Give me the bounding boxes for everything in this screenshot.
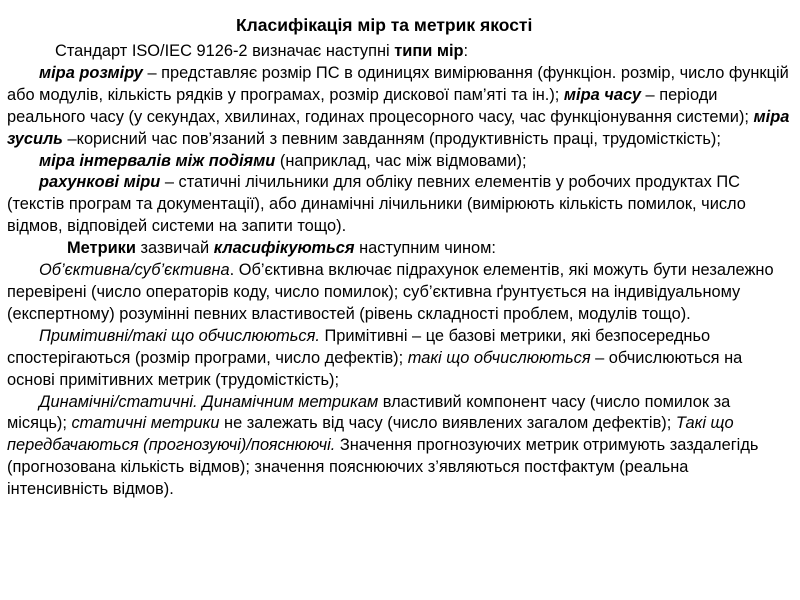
text: Примітивні – це базові метрики, які безпосередньо спостерігаються (розмір програми, число дефектів); <box>7 326 711 367</box>
term-effort-measure: міра зусиль <box>7 107 790 148</box>
term-time-measure: міра часу <box>563 85 641 104</box>
text: властивий компонент часу (число помилок за місяць); <box>7 392 731 433</box>
paragraph-size-time-effort <box>7 63 794 151</box>
paragraph-objective-subjective <box>7 260 794 326</box>
text: –корисний час пов’язаний з певним завданням (продуктивність праці, трудомісткість); <box>62 129 721 148</box>
paragraph-metrics-classification <box>7 238 794 260</box>
paragraph-interval-measure <box>7 151 794 173</box>
term-interval-measure: міра інтервалів між подіями <box>39 151 276 170</box>
text: зазвичай <box>135 239 214 258</box>
text: не залежать від часу (число виявлених загалом дефектів); <box>219 414 676 433</box>
paragraph-standard <box>7 41 794 63</box>
term-metrics: Метрики <box>67 239 136 258</box>
text: Стандарт ISO/IEC 9126-2 визначає наступні <box>55 42 395 60</box>
text: (наприклад, час між відмовами); <box>275 151 527 170</box>
slide-body <box>7 41 794 501</box>
text: наступним чином: <box>354 239 496 258</box>
term-primitive-computed: Примітивні/такі що обчислюються. <box>39 326 320 345</box>
term-predictive-explanatory: Такі що передбачаються (прогнозуючі)/пояснюючі. <box>7 414 734 455</box>
paragraph-count-measures <box>7 172 794 238</box>
slide-title: Класифікація мір та метрик якості <box>236 15 533 35</box>
text: . Об’єктивна включає підрахунок елементів, які можуть бути незалежно перевірені (число операторів коду, число помилок); суб’єктивна ґрунтується на індивідуальному (експертному) розумінні певних властивостей (рівень складності проблем, модулів тощо). <box>7 261 774 323</box>
term-objective-subjective: Об’єктивна/суб’єктивна <box>39 261 230 280</box>
text: Значення прогнозуючих метрик отримують заздалегідь (прогнозована кількість відмов); значення пояснюючих з’являються постфактум (реальна інтенсивність відмов). <box>7 436 759 499</box>
term-size-measure: міра розміру <box>39 63 143 82</box>
term-computed: такі що обчислюються <box>407 348 591 367</box>
term-dynamic-static: Динамічні/статичні. Динамічним метрикам <box>39 392 379 411</box>
text: – періоди реального часу (у секундах, хвилинах, годинах процесорного часу, час функціонування системи); <box>7 85 754 126</box>
paragraph-dynamic-static <box>7 392 794 502</box>
text: – представляє розмір ПС в одиницях вимірювання (функціон. розмір, число функцій або модулів, кількість рядків у програмах, розмір дискової пам’яті та ін.); <box>7 63 789 104</box>
emphasis-term: типи мір <box>394 42 464 60</box>
term-count-measures: рахункові міри <box>39 173 161 192</box>
text: : <box>463 42 469 60</box>
paragraph-primitive-computed <box>7 326 794 392</box>
term-classified: класифікуються <box>213 239 355 258</box>
term-static-metrics: статичні метрики <box>71 414 220 433</box>
text: – обчислюються на основі примітивних метрик (трудомісткість); <box>7 348 743 389</box>
text: – статичні лічильники для обліку певних елементів у робочих продуктах ПС (текстів програм та документації), або динамічні лічильники (вимірюють кількість помилок, число відмов, відповідей системи на запити тощо). <box>7 173 746 236</box>
